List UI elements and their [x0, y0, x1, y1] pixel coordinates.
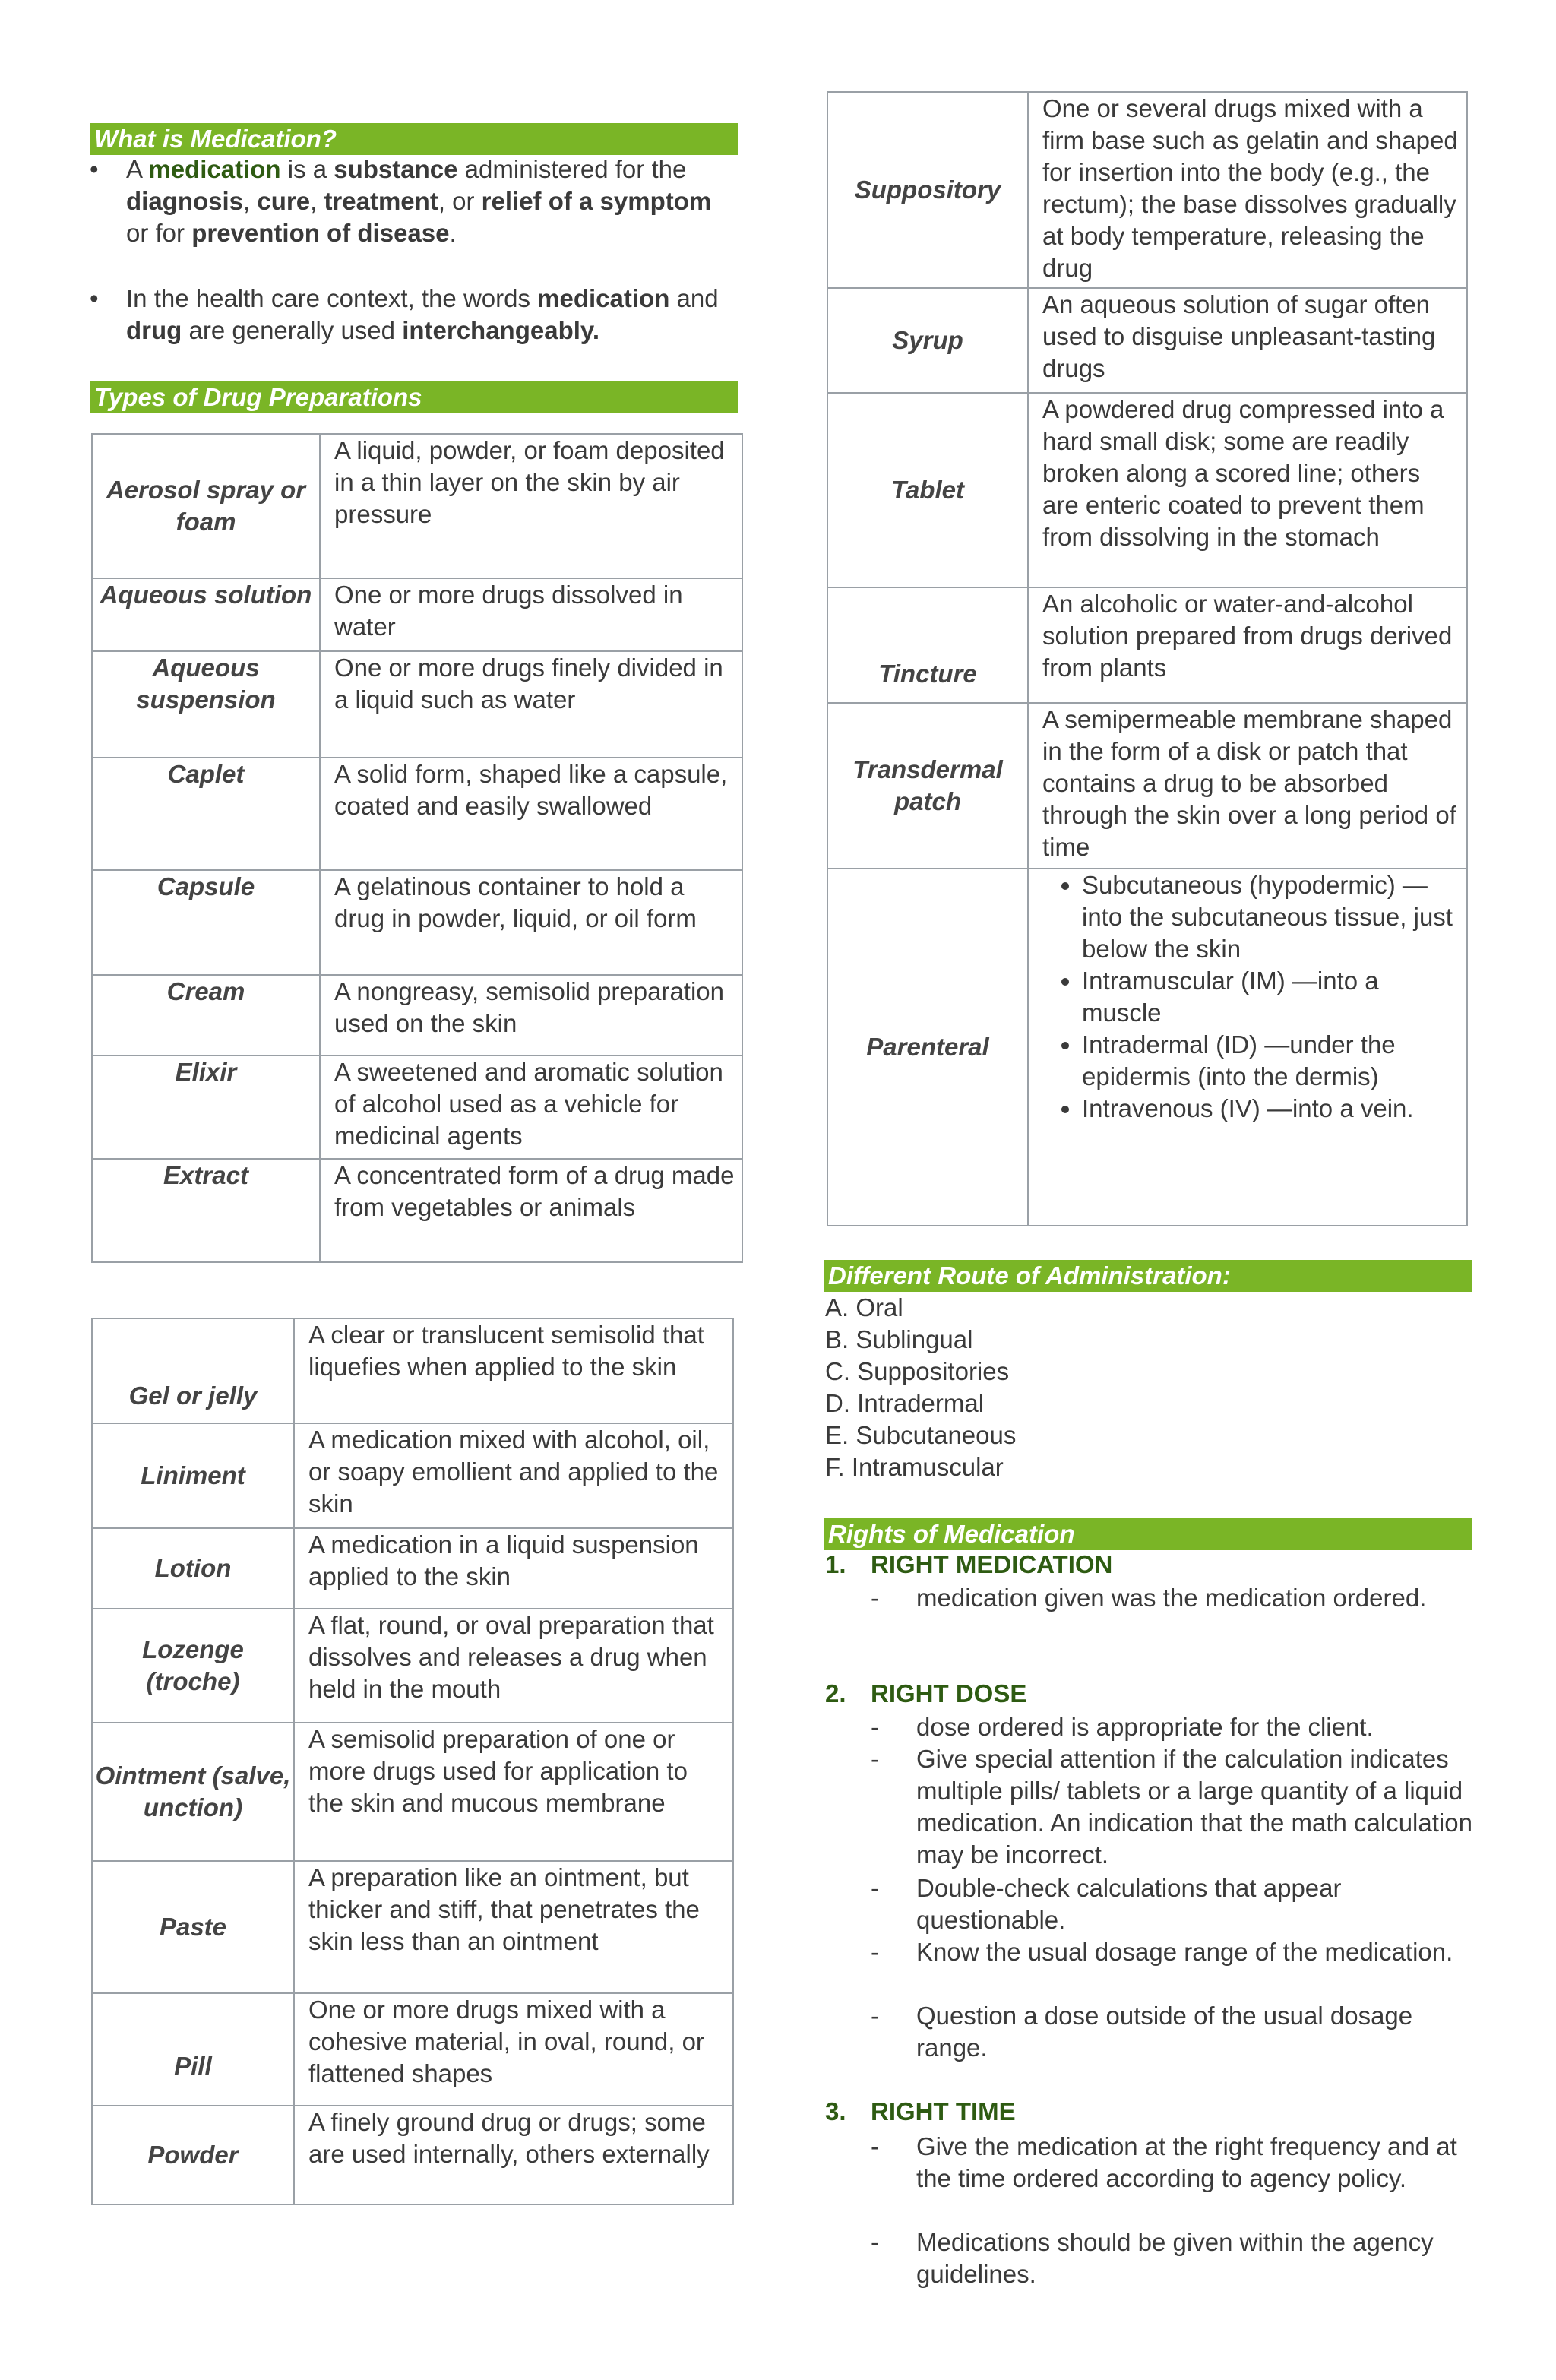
keyword-drug: drug	[126, 316, 182, 344]
table-row	[92, 578, 742, 651]
table-row	[827, 288, 1467, 393]
keyword-treatment: treatment	[324, 187, 438, 215]
definition-cell: A gelatinous container to hold a drug in powder, liquid, or oil form	[320, 870, 742, 975]
table-row	[827, 587, 1467, 703]
term-cell: Caplet	[92, 758, 320, 870]
table-row	[92, 1723, 733, 1861]
definition-cell: A semipermeable membrane shaped in the form of a disk or patch that contains a drug to be absorbed through the skin over a long period of time	[1028, 703, 1467, 869]
term-cell: Aerosol spray or foam	[92, 434, 320, 578]
definition-cell: An aqueous solution of sugar often used to disguise unpleasant-tasting drugs	[1028, 288, 1467, 393]
dash-marker: -	[871, 1745, 879, 1773]
right-number: 1.	[825, 1550, 846, 1578]
term-cell: Ointment (salve, unction)	[92, 1723, 294, 1861]
definition-cell: One or more drugs dissolved in water	[320, 578, 742, 651]
table-row	[92, 1423, 733, 1528]
right-title: RIGHT DOSE	[871, 1679, 1027, 1707]
sub-text: dose ordered is appropriate for the client.	[916, 1713, 1374, 1741]
table-row	[92, 1528, 733, 1609]
dash-marker: -	[871, 1938, 879, 1966]
dash-marker: -	[871, 2228, 879, 2256]
term-cell: Powder	[92, 2106, 294, 2204]
sub-text: Give the medication at the right frequency and at the time ordered according to agency policy.	[916, 2132, 1457, 2192]
definition-cell: A clear or translucent semisolid that liquefies when applied to the skin	[294, 1318, 733, 1423]
dash-marker: -	[871, 1584, 879, 1612]
term-cell: Paste	[92, 1861, 294, 1993]
section-header-rights: Rights of Medication	[824, 1518, 1472, 1550]
table-row	[92, 1318, 733, 1423]
sub-text: medication given was the medication ordered.	[916, 1584, 1427, 1612]
dash-marker: -	[871, 2002, 879, 2030]
definition-cell: One or several drugs mixed with a firm base such as gelatin and shaped for insertion into the body (e.g., the rectum); the base dissolves gradually at body temperature, releasing the drug	[1028, 92, 1467, 288]
definition-cell	[1028, 869, 1467, 1226]
section-header-what-is-medication: What is Medication?	[90, 123, 738, 155]
text: administered for the	[457, 155, 687, 183]
route-item: D. Intradermal	[825, 1389, 985, 1417]
bullet-dot: •	[90, 284, 99, 312]
term-cell: Transdermal patch	[827, 703, 1028, 869]
term-cell: Extract	[92, 1159, 320, 1262]
term-cell: Parenteral	[827, 869, 1028, 1226]
definition-cell: An alcoholic or water-and-alcohol solution prepared from drugs derived from plants	[1028, 587, 1467, 703]
term-cell: Capsule	[92, 870, 320, 975]
definition-cell: A medication mixed with alcohol, oil, or soapy emollient and applied to the skin	[294, 1423, 733, 1528]
table-row	[92, 434, 742, 578]
drug-preparations-table-2	[91, 1318, 734, 2205]
route-item: F. Intramuscular	[825, 1453, 1004, 1481]
definition-cell: A finely ground drug or drugs; some are used internally, others externally	[294, 2106, 733, 2204]
keyword-diagnosis: diagnosis	[126, 187, 244, 215]
keyword-interchangeably: interchangeably.	[402, 316, 599, 344]
text: In the health care context, the words	[126, 284, 538, 312]
dash-marker: -	[871, 1874, 879, 1902]
term-cell: Pill	[92, 1993, 294, 2106]
definition-cell: A medication in a liquid suspension applied to the skin	[294, 1528, 733, 1609]
table-row	[92, 1609, 733, 1723]
term-cell: Tincture	[827, 587, 1028, 703]
keyword-prevention: prevention of disease	[191, 219, 450, 247]
list-item: • Intradermal (ID) —under the epidermis (into the dermis)	[1082, 1029, 1462, 1093]
table-row	[92, 975, 742, 1055]
section-header-routes: Different Route of Administration:	[824, 1260, 1472, 1292]
term-cell: Aqueous suspension	[92, 651, 320, 758]
text: is a	[280, 155, 334, 183]
keyword-cure: cure	[257, 187, 311, 215]
sub-text: Medications should be given within the agency guidelines.	[916, 2228, 1434, 2288]
route-item: B. Sublingual	[825, 1325, 973, 1353]
term-cell: Tablet	[827, 393, 1028, 587]
dash-marker: -	[871, 2132, 879, 2160]
table-row	[92, 1159, 742, 1262]
bullet-dot: •	[90, 155, 99, 183]
text: are generally used	[182, 316, 403, 344]
list-item: • Intravenous (IV) —into a vein.	[1082, 1093, 1462, 1125]
definition-cell: A nongreasy, semisolid preparation used on the skin	[320, 975, 742, 1055]
text: A	[126, 155, 149, 183]
sub-text: Give special attention if the calculation indicates multiple pills/ tablets or a large quantity of a liquid medication. An indication that the math calculation may be incorrect.	[916, 1745, 1472, 1869]
text: .	[449, 219, 457, 247]
text: or for	[126, 219, 192, 247]
definition-cell: A concentrated form of a drug made from vegetables or animals	[320, 1159, 742, 1262]
table-row	[92, 651, 742, 758]
table-row	[92, 1993, 733, 2106]
right-title: RIGHT TIME	[871, 2097, 1016, 2125]
route-item: C. Suppositories	[825, 1357, 1010, 1385]
term-cell: Liniment	[92, 1423, 294, 1528]
section-header-types-of-drug-preparations: Types of Drug Preparations	[90, 381, 738, 413]
term-cell: Lotion	[92, 1528, 294, 1609]
definition-cell: A liquid, powder, or foam deposited in a thin layer on the skin by air pressure	[320, 434, 742, 578]
term-cell: Lozenge (troche)	[92, 1609, 294, 1723]
sub-text: Double-check calculations that appear questionable.	[916, 1874, 1342, 1934]
term-cell: Suppository	[827, 92, 1028, 288]
table-row	[92, 870, 742, 975]
table-row	[92, 1861, 733, 1993]
table-row	[92, 758, 742, 870]
text: ,	[310, 187, 324, 215]
table-row	[92, 1055, 742, 1159]
term-cell: Elixir	[92, 1055, 320, 1159]
keyword-medication: medication	[537, 284, 670, 312]
table-row	[827, 703, 1467, 869]
term-cell: Syrup	[827, 288, 1028, 393]
text: and	[669, 284, 719, 312]
term-cell: Gel or jelly	[92, 1318, 294, 1423]
keyword-medication: medication	[148, 155, 281, 183]
definition-cell: A preparation like an ointment, but thicker and stiff, that penetrates the skin less than an ointment	[294, 1861, 733, 1993]
drug-preparations-table-3	[827, 91, 1468, 1226]
list-item: • Subcutaneous (hypodermic) —into the subcutaneous tissue, just below the skin	[1082, 869, 1462, 965]
route-item: A. Oral	[825, 1293, 903, 1321]
sub-text: Question a dose outside of the usual dosage range.	[916, 2002, 1413, 2062]
sub-text: Know the usual dosage range of the medication.	[916, 1938, 1453, 1966]
text: ,	[243, 187, 258, 215]
dash-marker: -	[871, 1713, 879, 1741]
table-row	[827, 92, 1467, 288]
definition-cell: A powdered drug compressed into a hard small disk; some are readily broken along a scored line; others are enteric coated to prevent them from dissolving in the stomach	[1028, 393, 1467, 587]
term-cell: Aqueous solution	[92, 578, 320, 651]
definition-cell: A solid form, shaped like a capsule, coated and easily swallowed	[320, 758, 742, 870]
definition-cell: One or more drugs finely divided in a liquid such as water	[320, 651, 742, 758]
table-row	[827, 393, 1467, 587]
right-number: 3.	[825, 2097, 846, 2125]
definition-cell: A semisolid preparation of one or more drugs used for application to the skin and mucous membrane	[294, 1723, 733, 1861]
drug-preparations-table-1	[91, 433, 743, 1263]
parenteral-route-list	[1029, 869, 1462, 1125]
right-number: 2.	[825, 1679, 846, 1707]
list-item: • Intramuscular (IM) —into a muscle	[1082, 965, 1462, 1029]
text: , or	[438, 187, 482, 215]
definition-cell: A flat, round, or oval preparation that dissolves and releases a drug when held in the mouth	[294, 1609, 733, 1723]
definition-cell: A sweetened and aromatic solution of alcohol used as a vehicle for medicinal agents	[320, 1055, 742, 1159]
right-title: RIGHT MEDICATION	[871, 1550, 1113, 1578]
keyword-relief: relief of a symptom	[481, 187, 712, 215]
term-cell: Cream	[92, 975, 320, 1055]
table-row	[92, 2106, 733, 2204]
table-row	[827, 869, 1467, 1226]
definition-cell: One or more drugs mixed with a cohesive material, in oval, round, or flattened shapes	[294, 1993, 733, 2106]
route-item: E. Subcutaneous	[825, 1421, 1017, 1449]
keyword-substance: substance	[334, 155, 458, 183]
